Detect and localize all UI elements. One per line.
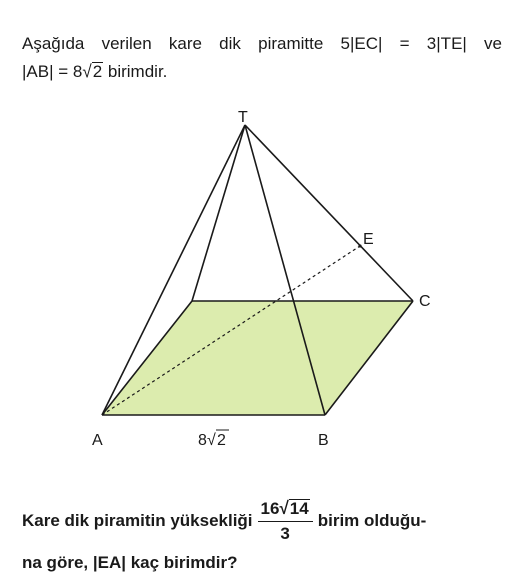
- problem-line-1: Aşağıda verilen kare dik piramitte 5|EC| = 3|TE| ve: [22, 34, 502, 53]
- question-line-1: [22, 493, 512, 549]
- label-E: E: [363, 231, 374, 248]
- label-B: B: [318, 432, 329, 449]
- label-T: T: [238, 109, 248, 126]
- radicand: 2: [92, 62, 103, 81]
- numerator-coef: 16: [260, 498, 280, 518]
- units-text: birimdir.: [103, 62, 168, 81]
- ab-length-text: |AB| = 8: [22, 62, 83, 81]
- edge-AB-radicand: 2: [217, 432, 226, 449]
- radical-sign-icon: √: [82, 61, 92, 82]
- label-C: C: [419, 293, 431, 310]
- fraction-denominator: 3: [280, 523, 290, 543]
- sqrt-2: [82, 58, 103, 86]
- question-line-2: na göre, |EA| kaç birimdir?: [22, 553, 238, 572]
- fraction-numerator: [258, 499, 313, 522]
- point-E: [358, 244, 361, 247]
- radical-sign-icon: √: [279, 498, 289, 518]
- question-part-2: birim olduğu-: [317, 511, 427, 530]
- question-part-1: Kare dik piramitin yüksekliği: [22, 511, 253, 530]
- edge-TC: [245, 125, 413, 301]
- edge-AB-coef: 8: [198, 432, 207, 449]
- base-face: [102, 301, 413, 415]
- label-A: A: [92, 432, 103, 449]
- numerator-radicand: 14: [289, 498, 309, 518]
- sqrt-14: [279, 499, 309, 519]
- edge-TD: [192, 125, 245, 301]
- question: [22, 493, 512, 577]
- problem-statement: [22, 30, 502, 86]
- pyramid-figure: [0, 100, 522, 460]
- height-fraction: [258, 499, 313, 544]
- problem-line-2: [22, 58, 502, 86]
- edge-AB-radical-sign-icon: √: [207, 432, 216, 449]
- edge-AB-length: [198, 430, 229, 449]
